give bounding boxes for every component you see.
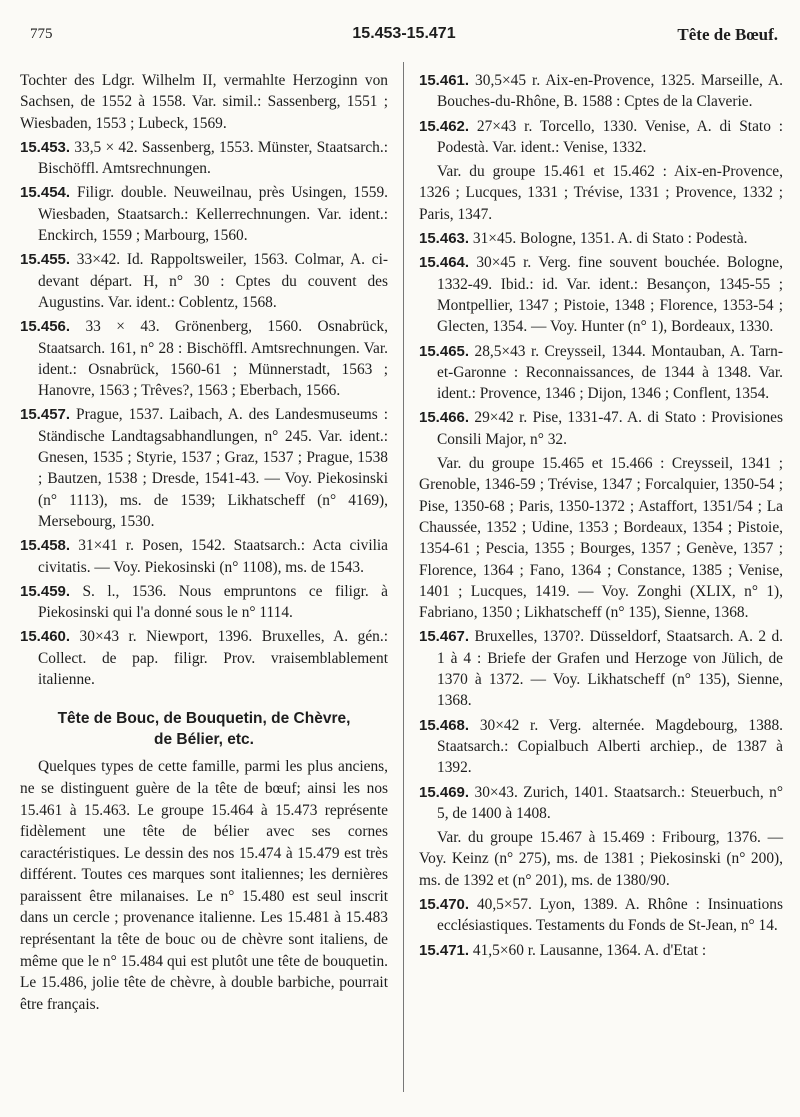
- entry-15467: 15.467. Bruxelles, 1370?. Düsseldorf, Staatsarch. A. 2 d. 1 à 4 : Briefe der Grafen und Herzoge von Jülich, de 1370 à 1372. — Voy. Likhatscheff (n° 135), Sienne, 1368.: [419, 628, 783, 710]
- group-variants-15467-15469: Var. du groupe 15.467 à 15.469 : Fribourg, 1376. — Voy. Keinz (n° 275), ms. de 1381 ; Piekosinski (n° 200), ms. de 1392 et (n° 201), ms. de 1380/90.: [419, 829, 783, 889]
- entry-15462: 15.462. 27×43 r. Torcello, 1330. Venise, A. di Stato : Podestà. Var. ident.: Venise, 1332.: [419, 117, 783, 156]
- group-variants-15461-15462: Var. du groupe 15.461 et 15.462 : Aix-en-Provence, 1326 ; Lucques, 1331 ; Trévise, 1331 ; Provence, 1332 ; Paris, 1347.: [419, 163, 783, 223]
- entry-15466: 15.466. 29×42 r. Pise, 1331-47. A. di Stato : Provisiones Consili Major, n° 32.: [419, 409, 783, 448]
- entry-15460: 15.460. 30×43 r. Niewport, 1396. Bruxelles, A. gén.: Collect. de pap. filigr. Prov. vraisemblablement italienne.: [20, 628, 388, 689]
- page-header: [30, 22, 778, 52]
- continuation-text: Tochter des Ldgr. Wilhelm II, vermahlte Herzoginn von Sachsen, de 1552 à 1558. Var. simil.: Sassenberg, 1551 ; Wiesbaden, 1553 ; Lubeck, 1569.: [20, 72, 388, 132]
- running-title: Tête de Bœuf.: [677, 25, 778, 44]
- left-column: [20, 70, 388, 1015]
- entry-15464: 15.464. 30×45 r. Verg. fine souvent bouchée. Bologne, 1332-49. Ibid.: id. Var. ident.: Besançon, 1345-55 ; Montpellier, 1347 ; Pistoie, 1348 ; Florence, 1353-54 ; Glecten, 1354. — Voy. Hunter (n° 1), Bordeaux, 1330.: [419, 254, 783, 336]
- section-heading-line-2: de Bélier, etc.: [154, 731, 254, 749]
- entry-15470: 15.470. 40,5×57. Lyon, 1389. A. Rhône : Insinuations ecclésiastiques. Testaments du Fonds de St-Jean, n° 14.: [419, 895, 783, 935]
- group-variants-15465-15466: Var. du groupe 15.465 et 15.466 : Creysseil, 1341 ; Grenoble, 1346-59 ; Trévise, 1347 ; Forcalquier, 1350-54 ; Pise, 1350-68 ; Paris, 1350-1372 ; Astaffort, 1351/54 ; La Chaussée, 1352 ; Udine, 1353 ; Bordeaux, 1354 ; Pistoie, 1354-61 ; Pescia, 1355 ; Bourges, 1357 ; Genève, 1357 ; Florence, 1364 ; Fano, 1364 ; Constance, 1385 ; Venise, 1401 ; Lucques, 1419. — Voy. Zonghi (XLIX, n° 1), Fabriano, 1350 ; Likhatscheff (n° 135), Sienne, 1368.: [419, 455, 783, 622]
- entry-15457: 15.457. Prague, 1537. Laibach, A. des Landesmuseums : Ständische Landtagsabhandlungen, n° 245. Var. ident.: Gnesen, 1535 ; Styrie, 1537 ; Graz, 1537 ; Prague, 1538 ; Bautzen, 1538 ; Dresde, 1541-43. — Voy. Piekosinski (n° 1113), ms. de 1539; Likhatscheff (n° 4169), Mersebourg, 1530.: [20, 406, 388, 530]
- entry-15459: 15.459. S. l., 1536. Nous empruntons ce filigr. à Piekosinski qui l'a donné sous le n° 1114.: [20, 582, 388, 622]
- section-intro: Quelques types de cette famille, parmi les plus anciens, ne se distinguent guère de la tête de bœuf; ainsi les nos 15.461 à 15.463. Le groupe 15.464 à 15.473 représente fidèlement une tête de bélier avec ses cornes caractéristiques. Le dessin des nos 15.474 à 15.479 est très différent. Toutes ces marques sont italiennes; les dernières paraissent être milanaises. Le n° 15.480 est seul inscrit dans un cercle ; provenance italienne. Les 15.481 à 15.483 représentant la tête de bouc ou de chèvre sont italiens, de même que le n° 15.484 qui est plutôt une tête de bouquetin. Le 15.486, jolie tête de chèvre, à double barbiche, pourrait être français.: [20, 758, 388, 1013]
- section-heading: [20, 708, 388, 750]
- entry-15461: 15.461. 30,5×45 r. Aix-en-Provence, 1325. Marseille, A. Bouches-du-Rhône, B. 1588 : Cptes de la Claverie.: [419, 72, 783, 111]
- entry-15463: 15.463. 31×45. Bologne, 1351. A. di Stato : Podestà.: [419, 230, 748, 248]
- entry-15469: 15.469. 30×43. Zurich, 1401. Staatsarch.: Steuerbuch, n° 5, de 1400 à 1408.: [419, 783, 783, 822]
- right-column: [419, 70, 783, 964]
- entry-15455: 15.455. 33×42. Id. Rappoltsweiler, 1563. Colmar, A. ci-devant départ. H, n° 30 : Cptes du couvent des Augustins. Var. ident.: Coblentz, 1568.: [20, 251, 388, 311]
- section-heading-line-1: Tête de Bouc, de Bouquetin, de Chèvre,: [57, 710, 351, 728]
- entry-15465: 15.465. 28,5×43 r. Creysseil, 1344. Montauban, A. Tarn-et-Garonne : Reconnaissances, de 1344 à 1348. Var. ident.: Provence, 1346 ; Dijon, 1346 ; Conflent, 1354.: [419, 342, 783, 403]
- entry-15471: 15.471. 41,5×60 r. Lausanne, 1364. A. d'Etat :: [419, 941, 707, 959]
- entry-15453: 15.453. 33,5 × 42. Sassenberg, 1553. Münster, Staatsarch.: Bischöffl. Amtsrechnungen.: [20, 138, 388, 178]
- page-number: 775: [30, 26, 53, 42]
- entry-15454: 15.454. Filigr. double. Neuweilnau, près Usingen, 1559. Wiesbaden, Staatsarch.: Kellerrechnungen. Var. ident.: Enckirch, 1559 ; Marbourg, 1560.: [20, 184, 388, 245]
- entry-15458: 15.458. 31×41 r. Posen, 1542. Staatsarch.: Acta civilia civitatis. — Voy. Piekosinski (n° 1108), ms. de 1543.: [20, 537, 388, 576]
- entry-15468: 15.468. 30×42 r. Verg. alternée. Magdebourg, 1388. Staatsarch.: Copialbuch Alberti archiep., de 1387 à 1392.: [419, 716, 783, 777]
- column-divider: [403, 62, 404, 1092]
- entry-15456: 15.456. 33 × 43. Grönenberg, 1560. Osnabrück, Staatsarch. 161, n° 28 : Bischöffl. Amtsrechnungen. Var. ident.: Osnabrück, 1560-61 ; Münnerstadt, 1563 ; Hanovre, 1563 ; Trêves?, 1563 ; Eberbach, 1566.: [20, 318, 388, 400]
- entry-range: 15.453-15.471: [352, 25, 456, 42]
